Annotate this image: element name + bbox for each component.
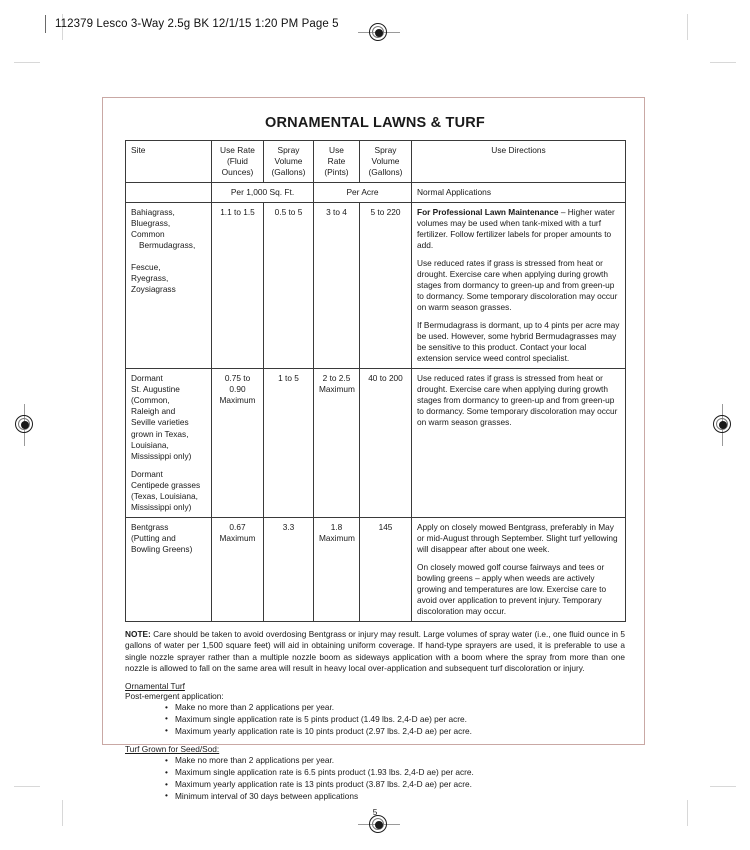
cell-value-line: 3 to 4	[326, 206, 347, 217]
site-line: Raleigh and	[131, 406, 176, 417]
direction-paragraph	[417, 373, 620, 428]
site-line: Mississippi only)	[131, 501, 192, 512]
site-line: Centipede grasses	[131, 479, 201, 490]
header-line: Rate	[327, 155, 346, 166]
cell-spray-volume-gallons-1	[264, 202, 314, 368]
site-line: Bluegrass,	[131, 217, 171, 228]
site-line: (Texas, Louisiana,	[131, 490, 198, 501]
cell-value-line: 1 to 5	[278, 373, 299, 384]
site-name-block	[131, 522, 206, 555]
site-line: Zoysiagrass	[131, 284, 176, 295]
site-line: (Putting and	[131, 532, 176, 543]
list-item: • Make no more than 2 applications per year.	[165, 755, 625, 767]
crop-mark-bottom-left-h	[14, 786, 40, 787]
table-row	[126, 369, 626, 517]
cell-use-directions	[412, 517, 626, 621]
cell-use-rate-pints	[314, 517, 360, 621]
table-row	[126, 202, 626, 368]
site-line: Bentgrass	[131, 521, 169, 532]
registration-mark-icon-top	[362, 16, 396, 50]
note-label: NOTE:	[125, 628, 151, 639]
crop-mark-bottom-left-v	[62, 800, 63, 826]
cell-use-directions	[412, 202, 626, 368]
site-line: Dormant	[131, 373, 163, 384]
cell-value-line: Maximum	[319, 384, 355, 395]
column-header-site: Site	[126, 141, 212, 183]
cell-spray-volume-gallons-1	[264, 369, 314, 517]
cell-use-rate-fluid-ounces	[212, 517, 264, 621]
cell-value-line: 0.67	[229, 521, 246, 532]
site-line: St. Augustine	[131, 384, 180, 395]
site-line: (Common,	[131, 395, 170, 406]
column-header-use-rate-pints	[314, 141, 360, 183]
table-subheader-row	[126, 182, 626, 202]
crop-mark-top-right-v	[687, 14, 688, 40]
direction-paragraph	[417, 320, 620, 364]
cell-value-line: Maximum	[219, 532, 256, 543]
crop-mark-top-left-h	[14, 62, 40, 63]
column-header-spray-volume-gallons-1	[264, 141, 314, 183]
site-line: Bermudagrass,	[139, 240, 196, 251]
list-item: • Make no more than 2 applications per year.	[165, 702, 625, 714]
table-row	[126, 517, 626, 621]
note-paragraph	[125, 629, 625, 674]
site-line: Ryegrass,	[131, 273, 169, 284]
proof-slug-header: 112379 Lesco 3-Way 2.5g BK 12/1/15 1:20 PM Page 5	[45, 15, 339, 33]
application-rate-table	[125, 140, 626, 622]
subheader-normal-applications: Normal Applications	[412, 182, 626, 202]
header-line: Ounces)	[221, 166, 254, 177]
direction-paragraph	[417, 258, 620, 313]
list-item: • Maximum yearly application rate is 10 pints product (2.97 lbs. 2,4-D ae) per acre.	[165, 726, 625, 738]
site-name-block	[131, 207, 206, 295]
direction-text: If Bermudagrass is dormant, up to 4 pints per acre may be used. However, some hybrid Bermudagrasses may be sensitive to this product. Contact your local extension service weed control specialist.	[417, 320, 620, 364]
direction-paragraph	[417, 522, 620, 555]
site-line: grown in Texas,	[131, 428, 189, 439]
site-line: Dormant	[131, 468, 163, 479]
document-page	[102, 97, 645, 817]
cell-value-line: 40 to 200	[368, 373, 403, 384]
direction-text: Apply on closely mowed Bentgrass, preferably in May or mid-August through September. Slight turf yellowing will disappear after about one week.	[417, 521, 618, 554]
header-line: (Fluid	[227, 155, 248, 166]
cell-value-line: 5 to 220	[370, 206, 401, 217]
section-lead: Post-emergent application:	[125, 691, 224, 702]
site-line: Fescue,	[131, 262, 161, 273]
site-line: Seville varieties	[131, 417, 189, 428]
header-line: Spray	[374, 145, 397, 155]
cell-value-line: 145	[378, 521, 393, 532]
cell-site	[126, 369, 212, 517]
site-line: Bowling Greens)	[131, 543, 193, 554]
cell-spray-volume-gallons-2	[360, 517, 412, 621]
cell-spray-volume-gallons-2	[360, 369, 412, 517]
cell-site	[126, 517, 212, 621]
direction-text: On closely mowed golf course fairways and tees or bowling greens – apply when weeds are actively growing and temperatures are low. Exercise care to avoid over application to prevent injury. Temporary discoloration may occur.	[417, 561, 607, 616]
site-line: Bahiagrass,	[131, 206, 175, 217]
cell-value-line: Maximum	[219, 395, 256, 406]
table-body	[126, 202, 626, 621]
list-item: • Maximum yearly application rate is 13 pints product (3.87 lbs. 2,4-D ae) per acre.	[165, 779, 625, 791]
cell-spray-volume-gallons-1	[264, 517, 314, 621]
crop-mark-top-right-h	[710, 62, 736, 63]
direction-paragraph	[417, 207, 620, 251]
header-line: (Gallons)	[368, 166, 403, 177]
crop-mark-bottom-right-h	[710, 786, 736, 787]
direction-paragraph	[417, 562, 620, 617]
direction-text: Use reduced rates if grass is stressed from heat or drought. Exercise care when applying during growth stages from dormancy to green-up and from green-up to dormancy. Some temporary discoloration may occur on warm season grasses.	[417, 373, 618, 428]
list-item: • Maximum single application rate is 6.5 pints product (1.93 lbs. 2,4-D ae) per acre.	[165, 767, 625, 779]
application-section	[125, 744, 625, 802]
table-header-row	[126, 141, 626, 183]
cell-value-line: 0.5 to 5	[274, 206, 303, 217]
column-header-use-directions: Use Directions	[412, 141, 626, 183]
site-name-block	[131, 373, 206, 461]
cell-spray-volume-gallons-2	[360, 202, 412, 368]
list-item: • Minimum interval of 30 days between applications	[165, 791, 625, 803]
list-item: • Maximum single application rate is 5 pints product (1.49 lbs. 2,4-D ae) per acre.	[165, 714, 625, 726]
subheader-site-spacer	[126, 182, 212, 202]
cell-use-rate-fluid-ounces	[212, 202, 264, 368]
cell-value-line: Maximum	[319, 532, 355, 543]
cell-site	[126, 202, 212, 368]
cell-value-line: 0.75 to	[224, 373, 251, 384]
note-text: Care should be taken to avoid overdosing Bentgrass or injury may result. Large volumes of spray water (i.e., one fluid ounce in 5 gallons of water per 1,500 square feet) will aid in obtaining uniform coverage. If hand-type sprayers are used, it is preferable to use a single nozzle sprayer rather than a multiple nozzle boom as sideways application with a boom where the spray from more than one nozzle is allowed to fall on the same area will result in heavy local over-application and subsequent turf discoloration or injury.	[125, 628, 625, 673]
registration-mark-icon-left	[8, 408, 42, 442]
subheader-per-acre: Per Acre	[314, 182, 412, 202]
site-line: Louisiana,	[131, 439, 169, 450]
column-header-use-rate-fluid-ounces	[212, 141, 264, 183]
direction-text: – Higher water volumes may be used when tank-mixed with a turf fertilizer. Follow fertilizer labels for proper amounts to add.	[417, 206, 615, 251]
section-heading: Turf Grown for Seed/Sod:	[125, 744, 220, 755]
site-name-block	[131, 469, 206, 513]
application-section	[125, 681, 625, 737]
cell-value-line: 0.90	[229, 384, 246, 395]
sections-container	[125, 681, 625, 802]
cell-use-directions	[412, 369, 626, 517]
direction-text: Use reduced rates if grass is stressed from heat or drought. Exercise care when applying during growth stages from dormancy to green-up and from green-up to dormancy. Some temporary discoloration may occur on warm season grasses.	[417, 258, 618, 313]
subheader-per-1000-sqft: Per 1,000 Sq. Ft.	[212, 182, 314, 202]
header-line: Volume	[274, 155, 303, 166]
cell-value-line: 1.1 to 1.5	[220, 206, 255, 217]
cell-value-line: 2 to 2.5	[322, 373, 351, 384]
page-number: 5	[372, 806, 378, 817]
cell-use-rate-pints	[314, 202, 360, 368]
header-line: Spray	[277, 145, 300, 155]
cell-value-line: 3.3	[282, 521, 295, 532]
cell-value-line: 1.8	[330, 521, 343, 532]
column-header-spray-volume-gallons-2	[360, 141, 412, 183]
header-line: Volume	[371, 155, 400, 166]
header-line: (Gallons)	[271, 166, 306, 177]
direction-bold-lead: For Professional Lawn Maintenance	[417, 206, 559, 217]
section-bullet-list	[125, 702, 625, 737]
header-line: Use Rate	[220, 145, 255, 155]
section-heading: Ornamental Turf	[125, 681, 185, 692]
crop-mark-bottom-right-v	[687, 800, 688, 826]
header-line: (Pints)	[324, 166, 349, 177]
site-line: Mississippi only)	[131, 450, 192, 461]
page-title: ORNAMENTAL LAWNS & TURF	[265, 115, 485, 131]
section-bullet-list	[125, 755, 625, 802]
registration-mark-icon-right	[706, 408, 740, 442]
cell-use-rate-fluid-ounces	[212, 369, 264, 517]
site-line: Common	[131, 229, 165, 239]
cell-use-rate-pints	[314, 369, 360, 517]
header-line: Use	[329, 145, 344, 155]
